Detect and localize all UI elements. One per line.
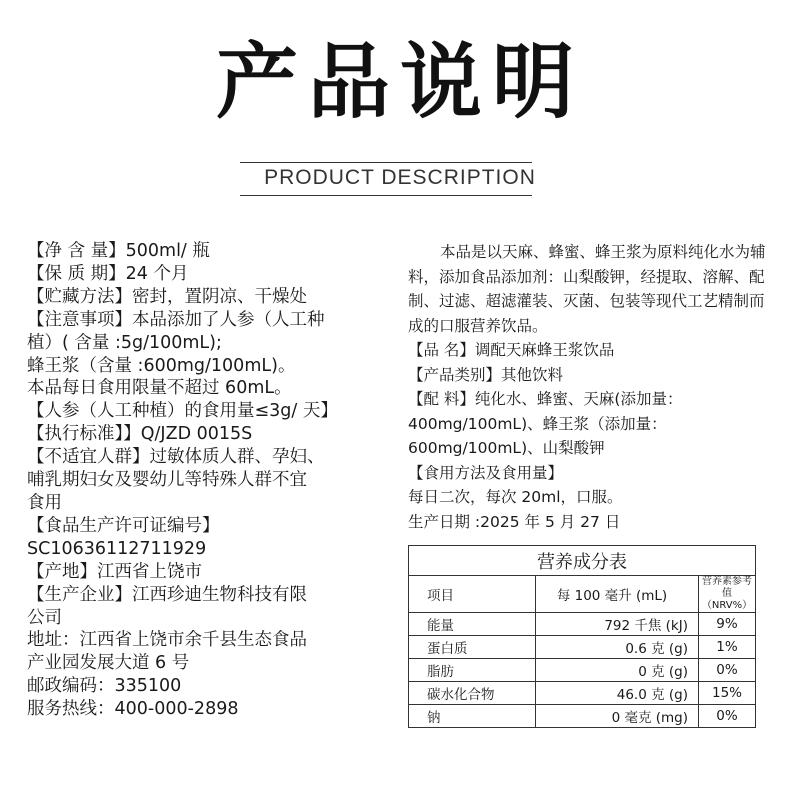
- nutrient-name: 能量: [409, 613, 536, 636]
- info-line: 本品每日食用限量不超过 60mL。: [27, 378, 292, 399]
- info-line: 600mg/100mL)、山梨酸钾: [408, 439, 605, 457]
- production-date: 生产日期 :2025 年 5 月 27 日: [408, 512, 621, 531]
- header-per100: 每 100 毫升 (mL): [536, 576, 699, 613]
- info-line: SC10636112711929: [27, 538, 207, 559]
- info-line: 食用: [27, 492, 62, 513]
- title-rule-bottom: [240, 195, 532, 196]
- info-line: 每日二次，每次 20ml，口服。: [408, 488, 623, 506]
- info-line: 400mg/100mL)、蜂王浆（添加量：: [408, 414, 667, 433]
- info-line: 【人参（人工种植）的食用量≤3g/ 天】: [27, 401, 338, 422]
- info-line: 【产品类别】其他饮料: [408, 365, 564, 384]
- info-line: 地址：江西省上饶市余千县生态食品: [27, 630, 307, 651]
- nutrient-nrv: 1%: [699, 636, 756, 659]
- info-line: 服务热线：400-000-2898: [27, 699, 239, 720]
- nutrient-value: 46.0 克 (g): [536, 682, 699, 705]
- page-title: 产品说明: [215, 35, 584, 130]
- header-nrv-line2: （NRV%）: [701, 600, 753, 611]
- info-line: 植）( 含量 :5g/100mL);: [27, 332, 222, 353]
- table-row: [409, 659, 756, 682]
- table-row: [409, 613, 756, 636]
- nutrient-value: 792 千焦 (kJ): [536, 613, 699, 636]
- nutrient-name: 钠: [409, 705, 536, 728]
- nutrient-name: 脂肪: [409, 659, 536, 682]
- info-line: 公司: [27, 607, 62, 628]
- nutrient-nrv: 15%: [699, 682, 756, 705]
- nutrient-value: 0 毫克 (mg): [536, 705, 699, 728]
- info-line: 【品 名】调配天麻蜂王浆饮品: [408, 341, 615, 359]
- info-line: 【净 含 量】500ml/ 瓶: [27, 241, 210, 261]
- nutrient-nrv: 9%: [699, 613, 756, 636]
- info-line: 【食用方法及食用量】: [408, 463, 564, 482]
- info-line: 【不适宜人群】过敏体质人群、孕妇、: [27, 447, 325, 468]
- table-row: [409, 636, 756, 659]
- info-line: 蜂王浆（含量 :600mg/100mL)。: [27, 355, 296, 376]
- title-rule-top: [240, 162, 532, 163]
- nutrient-value: 0.6 克 (g): [536, 636, 699, 659]
- info-line: 【配 料】纯化水、蜂蜜、天麻(添加量：: [408, 390, 683, 408]
- table-row: [409, 682, 756, 705]
- nutrition-table-caption: 营养成分表: [409, 546, 756, 576]
- nutrient-nrv: 0%: [699, 659, 756, 682]
- info-line: 【保 质 期】24 个月: [27, 263, 189, 284]
- table-row: [409, 705, 756, 728]
- info-line: 哺乳期妇女及婴幼儿等特殊人群不宜: [27, 470, 307, 491]
- nutrient-value: 0 克 (g): [536, 659, 699, 682]
- info-line: 【产地】江西省上饶市: [27, 561, 202, 582]
- info-line: 【注意事项】本品添加了人参（人工种: [27, 309, 325, 330]
- product-intro-paragraph: 本品是以天麻、蜂蜜、蜂王浆为原料纯化水为辅料，添加食品添加剂：山梨酸钾，经提取、溶解、配制、过滤、超滤灌装、灭菌、包装等现代工艺精制而成的口服营养饮品。: [408, 243, 766, 335]
- info-line: 【执行标准】】Q/JZD 0015S: [27, 424, 253, 445]
- page-subtitle: PRODUCT DESCRIPTION: [264, 166, 536, 189]
- info-line: 邮政编码：335100: [27, 676, 182, 697]
- nutrition-facts-table: [408, 545, 756, 728]
- info-line: 【贮藏方法】密封，置阴凉、干燥处: [27, 286, 307, 307]
- info-line: 【食品生产许可证编号】: [27, 515, 220, 536]
- info-line: 【生产企业】江西珍迪生物科技有限: [27, 584, 307, 605]
- header-nrv: [699, 576, 756, 613]
- info-line: 产业园发展大道 6 号: [27, 653, 190, 674]
- header-nrv-line1: 营养素参考值: [702, 576, 752, 599]
- nutrient-name: 蛋白质: [409, 636, 536, 659]
- nutrient-name: 碳水化合物: [409, 682, 536, 705]
- product-info-right-column: [408, 240, 778, 534]
- nutrition-header-row: [409, 576, 756, 613]
- nutrient-nrv: 0%: [699, 705, 756, 728]
- header-item: 项目: [409, 576, 536, 613]
- product-info-left-column: [27, 240, 357, 721]
